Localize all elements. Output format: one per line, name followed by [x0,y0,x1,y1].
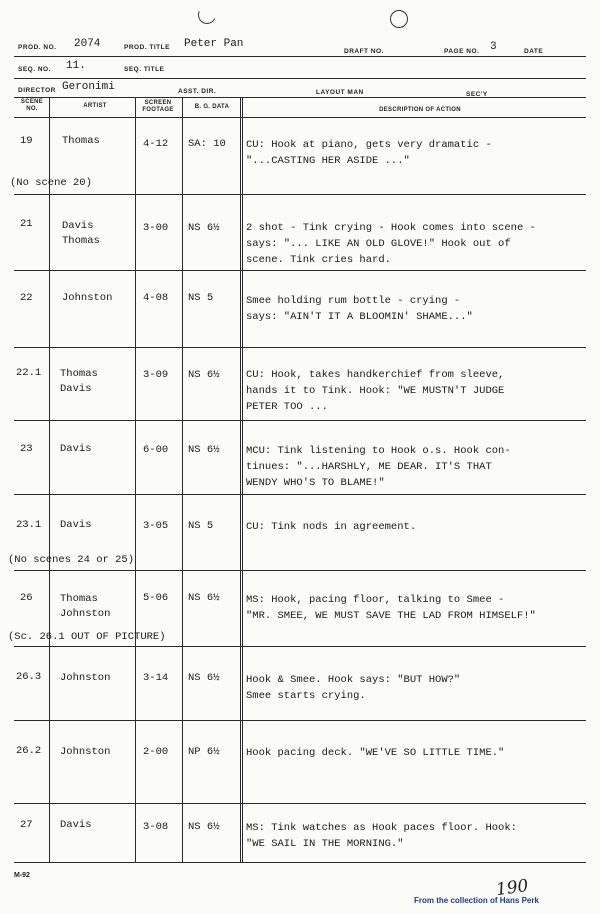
description-line: MS: Tink watches as Hook paces floor. Hook: [246,822,517,834]
scene-no: 22 [20,292,33,304]
header-rule [14,97,586,98]
screen-footage: 4-12 [143,138,169,150]
artist: Davis Thomas [62,220,100,247]
prod-title-label: PROD. TITLE [124,44,170,51]
bg-data: NP 6½ [188,746,220,758]
description [246,293,516,325]
description [246,367,516,415]
description-line: "MR. SMEE, WE MUST SAVE THE LAD FROM HIMSELF!" [246,610,536,622]
prod-title-value: Peter Pan [184,38,244,50]
description-line: 2 shot - Tink crying - Hook comes into scene - [246,222,536,234]
seq-title-label: SEQ. TITLE [124,66,165,73]
description-line: CU: Tink nods in agreement. [246,521,417,533]
row-rule [14,570,586,571]
description-line: PETER TOO ... [246,401,328,413]
description [246,592,536,624]
col-bg-data: B. G. DATA [194,104,230,110]
screen-footage: 6-00 [143,444,169,456]
artist: Johnston [60,672,111,684]
bg-data: NS 6½ [188,444,220,456]
description-line: Smee starts crying. [246,690,366,702]
col-description: DESCRIPTION OF ACTION [379,107,461,113]
description [246,672,516,704]
punch-holes [0,0,600,30]
description-line: tinues: "...HARSHLY, ME DEAR. IT'S THAT [246,461,492,473]
screen-footage: 4-08 [143,292,169,304]
grid-line [182,97,183,862]
description-line: CU: Hook, takes handkerchief from sleeve, [246,369,505,381]
artist: Thomas Johnston [60,593,111,620]
description-line: "WE SAIL IN THE MORNING." [246,838,404,850]
seq-no-value: 11. [66,60,86,72]
description-line: MCU: Tink listening to Hook o.s. Hook con- [246,445,511,457]
bg-data: NS 6½ [188,672,220,684]
col-screen-footage: SCREEN FOOTAGE [142,100,174,113]
description [246,820,516,852]
prod-no-value: 2074 [74,38,101,50]
description [246,220,536,268]
scene-no: 27 [20,819,33,831]
grid-line [49,97,50,862]
description-line: MS: Hook, pacing floor, talking to Smee - [246,594,505,606]
description-line: says: "... LIKE AN OLD GLOVE!" Hook out of [246,238,511,250]
description-line: says: "AIN'T IT A BLOOMIN' SHAME..." [246,311,473,323]
screen-footage: 2-00 [143,746,169,758]
description-line: Smee holding rum bottle - crying - [246,295,461,307]
header-rule [14,56,586,57]
row-rule [14,270,586,271]
screen-footage: 3-05 [143,520,169,532]
screen-footage: 3-14 [143,672,169,684]
artist: Johnston [62,292,113,304]
bg-data: NS 6½ [188,369,220,381]
punch-hole-icon [195,3,218,26]
page-no-value: 3 [490,41,497,53]
screen-footage: 3-08 [143,821,169,833]
description [246,745,516,761]
table-bottom-rule [14,862,586,863]
grid-line [135,97,136,862]
bg-data: NS 6½ [188,222,220,234]
bg-data: NS 6½ [188,592,220,604]
row-rule [14,494,586,495]
handwritten-page-number: 190 [494,875,530,901]
layout-man-label: LAYOUT MAN [316,89,364,96]
grid-line [242,97,243,862]
asst-dir-label: ASST. DIR. [178,88,217,95]
col-scene-no: SCENE NO. [20,99,44,112]
scene-no: 26.2 [16,745,42,757]
row-rule [14,720,586,721]
row-rule [14,420,586,421]
header-rule [14,78,586,79]
scene-no: 19 [20,135,33,147]
row-rule [14,194,586,195]
page-no-label: PAGE NO. [444,48,480,55]
date-label: DATE [524,48,544,55]
scene-no: 22.1 [16,367,42,379]
scene-no: 26.3 [16,671,42,683]
description-line: scene. Tink cries hard. [246,254,391,266]
scene-note: (Sc. 26.1 OUT OF PICTURE) [8,631,166,643]
artist: Davis [60,819,92,831]
draft-no-label: DRAFT NO. [344,48,384,55]
screen-footage: 5-06 [143,592,169,604]
scene-no: 26 [20,592,33,604]
scene-note: (No scenes 24 or 25) [8,554,135,566]
description [246,137,516,169]
scene-no: 23.1 [16,519,42,531]
director-value: Geronimi [62,81,115,93]
screen-footage: 3-00 [143,222,169,234]
secy-label: SEC'Y [466,91,488,98]
description [246,519,516,535]
screen-footage: 3-09 [143,369,169,381]
scene-no: 23 [20,443,33,455]
form-number: M-92 [14,872,30,879]
bg-data: SA: 10 [188,138,226,150]
description-line: hands it to Tink. Hook: "WE MUSTN'T JUDGE [246,385,505,397]
seq-no-label: SEQ. NO. [18,66,51,73]
collection-credit: From the collection of Hans Perk [414,896,539,905]
artist: Thomas Davis [60,368,98,395]
artist: Davis [60,443,92,455]
bg-data: NS 6½ [188,821,220,833]
description-line: "...CASTING HER ASIDE ..." [246,155,410,167]
row-rule [14,803,586,804]
punch-hole-icon [390,10,408,28]
description-line: CU: Hook at piano, gets very dramatic - [246,139,492,151]
description-line: Hook & Smee. Hook says: "BUT HOW?" [246,674,461,686]
grid-line [240,97,241,862]
artist: Johnston [60,746,111,758]
bg-data: NS 5 [188,292,214,304]
column-header-rule [14,117,586,118]
artist: Davis [60,519,92,531]
description-line: WENDY WHO'S TO BLAME!" [246,477,385,489]
director-label: DIRECTOR [18,87,56,94]
row-rule [14,646,586,647]
artist: Thomas [62,135,100,147]
col-artist: ARTIST [83,103,107,109]
description [246,443,516,491]
scene-no: 21 [20,218,33,230]
description-line: Hook pacing deck. "WE'VE SO LITTLE TIME." [246,747,505,759]
bg-data: NS 5 [188,520,214,532]
prod-no-label: PROD. NO. [18,44,57,51]
row-rule [14,347,586,348]
scene-note: (No scene 20) [10,177,92,189]
